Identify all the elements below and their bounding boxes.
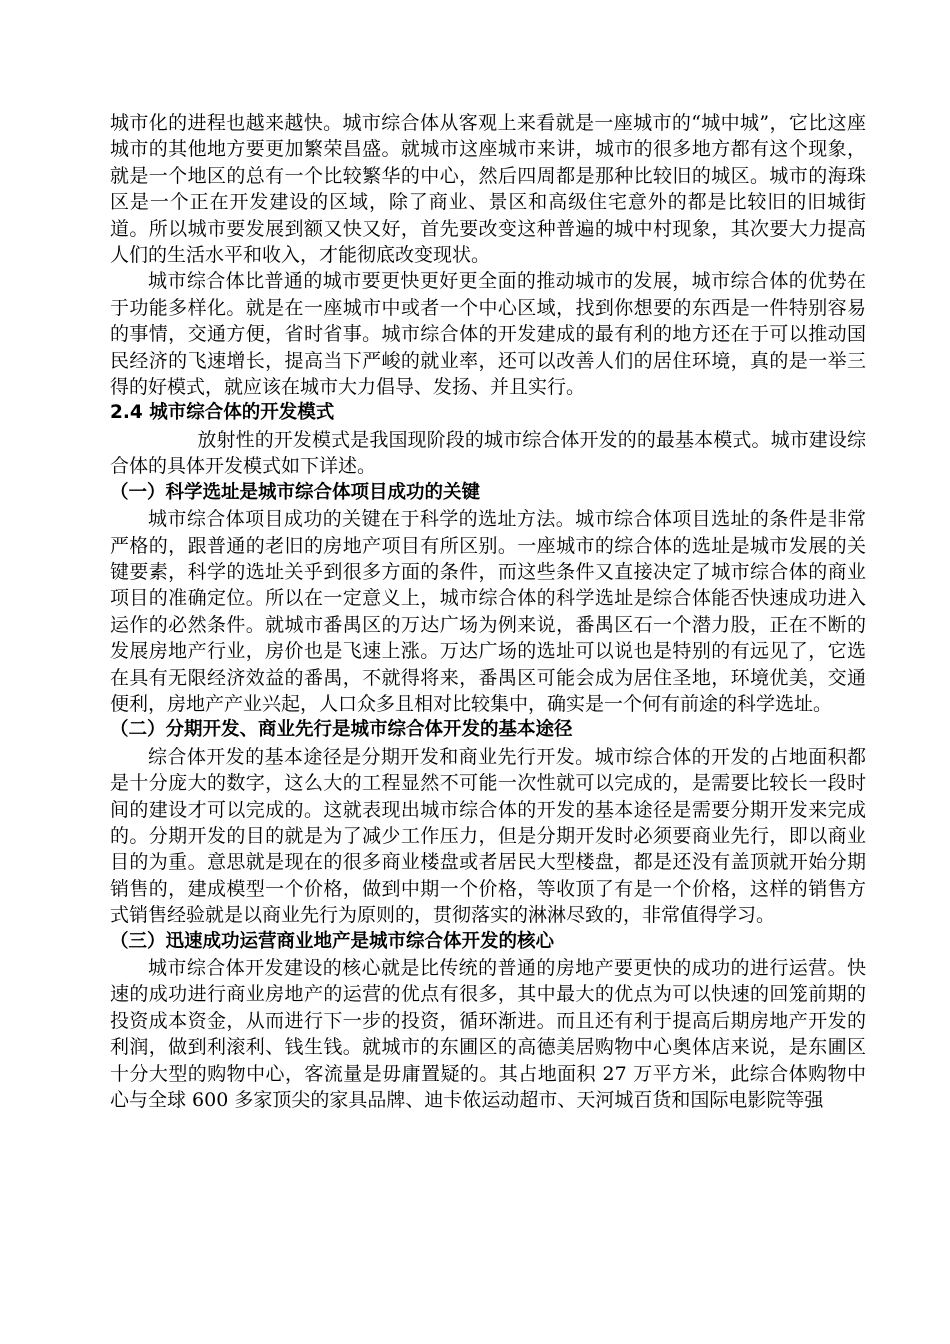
paragraph-complex-advantages: 城市综合体比普通的城市要更快更好更全面的推动城市的发展，城市综合体的优势在于功能多样化。就是在一座城市中或者一个中心区域，找到你想要的东西是一件特别容易的事情，交通方便，省时省事。城市综合体的开发建成的最有利的地方还在于可以推动国民经济的飞速增长，提高当下严峻的就业率，还可以改善人们的居住环境，真的是一举三得的好模式，就应该在城市大力倡导、发扬、并且实行。 xyxy=(110,270,866,399)
document-page xyxy=(110,110,866,1113)
paragraph-site-selection: 城市综合体项目成功的关键在于科学的选址方法。城市综合体项目选址的条件是非常严格的，跟普通的老旧的房地产项目有所区别。一座城市的综合体的选址是城市发展的关键要素，科学的选址关乎到很多方面的条件，而这些条件又直接决定了城市综合体的商业项目的准确定位。所以在一定意义上，城市综合体的科学选址是综合体能否快速成功进入运作的必然条件。就城市番禺区的万达广场为例来说，番禺区石一个潜力股，正在不断的发展房地产行业，房价也是飞速上涨。万达广场的选址可以说也是特别的有远见了，它选在具有无限经济效益的番禺，不就得将来，番禺区可能会成为居住圣地，环境优美，交通便利，房地产产业兴起，人口众多且相对比较集中，确实是一个何有前途的科学选址。 xyxy=(110,508,866,715)
subheading-site-selection: （一）科学选址是城市综合体项目成功的关键 xyxy=(110,481,481,503)
paragraph-commercial-operation: 城市综合体开发建设的核心就是比传统的普通的房地产要更快的成功的进行运营。快速的成功进行商业房地产的运营的优点有很多，其中最大的优点为可以快速的回笼前期的投资成本资金，从而进行下一步的投资，循环渐进。而且还有利于提高后期房地产开发的利润，做到利滚利、钱生钱。就城市的东圃区的高德美居购物中心奥体店来说，是东圃区十分大型的购物中心，客流量是毋庸置疑的。其占地面积 27 万平方米，此综合体购物中心与全球 600 多家顶尖的家具品牌、迪卡侬运动超市、天河城百货和国际电影院等强 xyxy=(110,957,866,1112)
paragraph-urbanization-intro: 城市化的进程也越来越快。城市综合体从客观上来看就是一座城市的“城中城”，它比这座城市的其他地方要更加繁荣昌盛。就城市这座城市来讲，城市的很多地方都有这个现象，就是一个地区的总有一个比较繁华的中心，然后四周都是那种比较旧的城区。城市的海珠区是一个正在开发建设的区域，除了商业、景区和高级住宅意外的都是比较旧的旧城街道。所以城市要发展到额又快又好，首先要改变这种普遍的城中村现象，其次要大力提高人们的生活水平和收入，才能彻底改变现状。 xyxy=(110,112,866,267)
paragraph-radial-mode: 放射性的开发模式是我国现阶段的城市综合体开发的的最基本模式。城市建设综合体的具体开发模式如下详述。 xyxy=(110,428,866,478)
subheading-phased-development: （二）分期开发、商业先行是城市综合体开发的基本途径 xyxy=(110,719,573,741)
paragraph-phased-development: 综合体开发的基本途径是分期开发和商业先行开发。城市综合体的开发的占地面积都是十分庞大的数字，这么大的工程显然不可能一次性就可以完成的，是需要比较长一段时间的建设才可以完成的。这就表现出城市综合体的开发的基本途径是需要分期开发来完成的。分期开发的目的就是为了减少工作压力，但是分期开发时必须要商业先行，即以商业目的为重。意思就是现在的很多商业楼盘或者居民大型楼盘，都是还没有盖顶就开始分期销售的，建成模型一个价格，做到中期一个价格，等收顶了有是一个价格，这样的销售方式销售经验就是以商业先行为原则的，贯彻落实的淋淋尽致的，非常值得学习。 xyxy=(110,745,866,927)
section-heading-development-mode: 2.4 城市综合体的开发模式 xyxy=(110,402,335,424)
subheading-commercial-operation: （三）迅速成功运营商业地产是城市综合体开发的核心 xyxy=(110,930,555,952)
